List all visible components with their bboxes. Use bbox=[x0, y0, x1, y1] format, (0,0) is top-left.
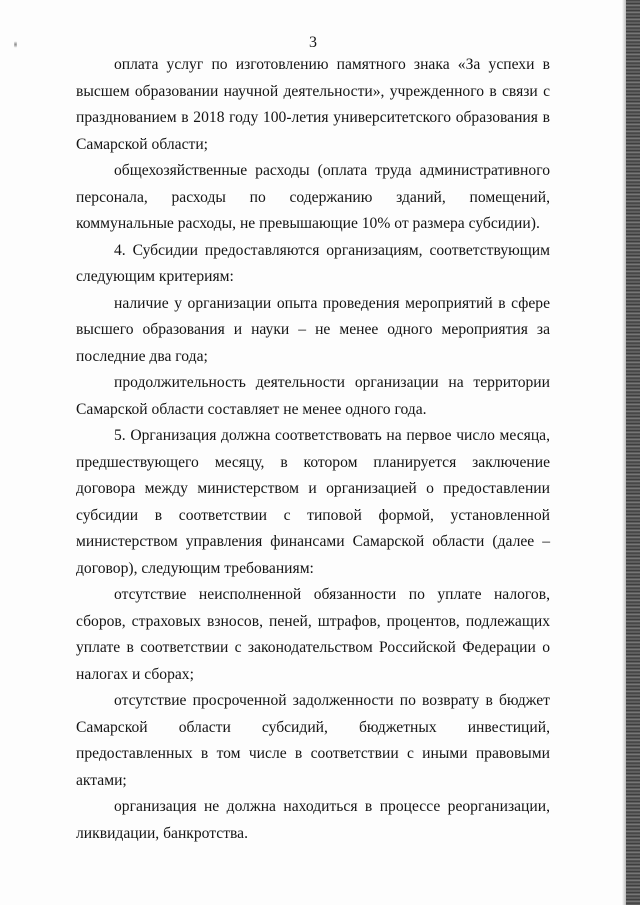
paragraph-debt-requirement: отсутствие просроченной задолженности по возврату в бюджет Самарской области субсидий, бюджетных инвестиций, предоставленных в том числе в соответствии с иными правовыми актами; bbox=[76, 692, 550, 789]
paragraph-clause-5: 5. Организация должна соответствовать на первое число месяца, предшествующего месяцу, в котором планируется заключение договора между министерством и организацией о предоставлении субсидии в соответствии с типовой формой, установленной министерством управления финансами Самарской области (далее – договор), следующим требованиям: bbox=[76, 427, 550, 577]
paragraph-tax-requirement: отсутствие неисполненной обязанности по уплате налогов, сборов, страховых взносов, пеней, штрафов, процентов, подлежащих уплате в соответствии с законодательством Российской Федерации о налогах и сборах; bbox=[76, 586, 550, 683]
document-body bbox=[76, 52, 550, 847]
page-number: 3 bbox=[309, 34, 317, 51]
paragraph-general-expenses: общехозяйственные расходы (оплата труда административного персонала, расходы по содержанию зданий, помещений, коммунальные расходы, не превышающие 10% от размера субсидии). bbox=[76, 162, 550, 232]
paragraph-reorganization-requirement: организация не должна находиться в процессе реорганизации, ликвидации, банкротства. bbox=[76, 798, 550, 842]
scan-edge bbox=[626, 0, 640, 905]
paragraph-experience-criterion: наличие у организации опыта проведения мероприятий в сфере высшего образования и науки – не менее одного мероприятия за последние два года; bbox=[76, 294, 550, 365]
paragraph-duration-criterion: продолжительность деятельности организации на территории Самарской области составляет не менее одного года. bbox=[76, 374, 550, 418]
paragraph-payment-badge: оплата услуг по изготовлению памятного знака «За успехи в высшем образовании научной деятельности», учрежденного в связи с празднованием в 2018 году 100-летия университетского образования в Самарской области; bbox=[76, 56, 550, 153]
paragraph-clause-4: 4. Субсидии предоставляются организациям, соответствующим следующим критериям: bbox=[76, 241, 550, 285]
